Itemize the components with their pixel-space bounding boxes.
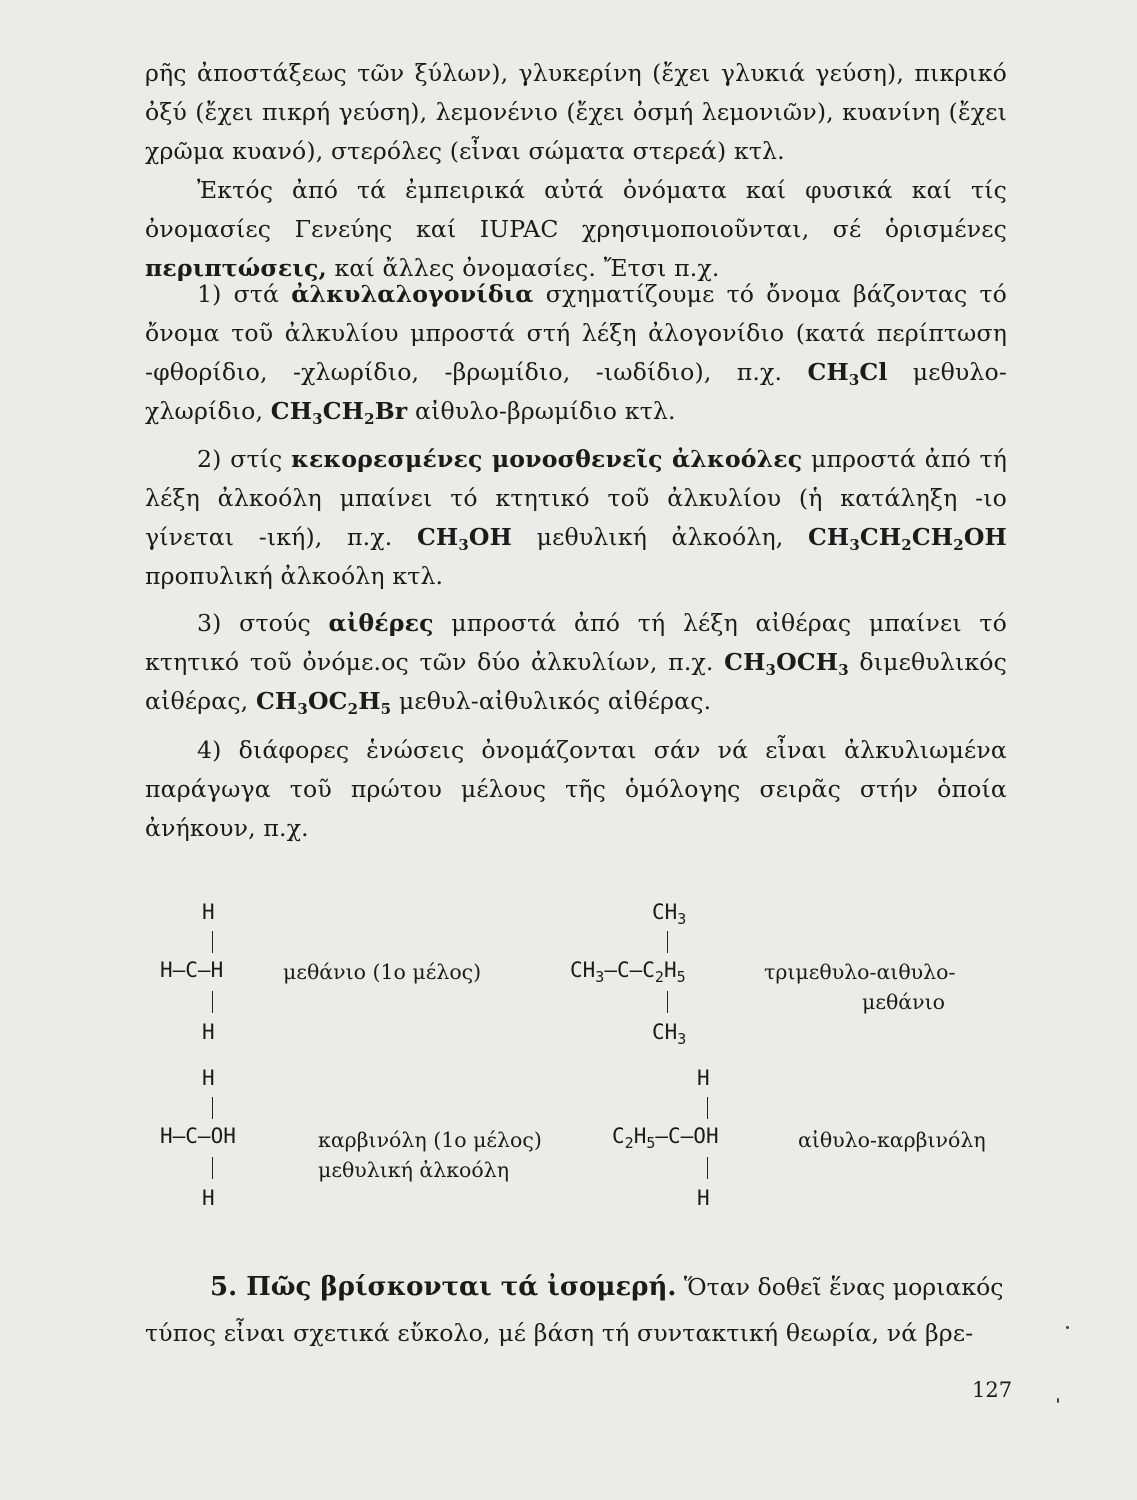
ethylcarbinol-caption: αἰθυλο-καρβινόλη bbox=[798, 1128, 986, 1152]
trimethyl-caption-2: μεθάνιο bbox=[862, 990, 945, 1014]
trimethyl-bond-top bbox=[667, 931, 668, 953]
p1-bold: περιπτώσεις, bbox=[145, 254, 327, 282]
p1-text-a: Ἐκτός ἀπό τά ἐμπειρικά αὐτά ὀνόματα καί φυσικά καί τίς ὀνομασίες Γενεύης καί IUPAC χρησιμοποιοῦνται, σέ ὁρισμένες bbox=[145, 176, 1007, 243]
formula-ch3ch2br: $CH_3CH_2Br$ bbox=[270, 397, 408, 428]
scan-speck bbox=[1057, 1398, 1059, 1403]
methane-bottom-h: H bbox=[202, 1020, 215, 1044]
section-heading bbox=[210, 1272, 1004, 1302]
carbinol-caption-1: καρβινόλη (1ο μέλος) bbox=[318, 1128, 542, 1152]
ethylcarbinol-row: $C_2H_5—C—OH$ bbox=[612, 1124, 719, 1152]
paragraph-continuation bbox=[145, 54, 1007, 171]
methane-row: H—C—H bbox=[160, 958, 224, 982]
carbinol-bond-bottom bbox=[212, 1157, 213, 1179]
p2-text-c: μεθυλο-χλωρίδιο, bbox=[145, 358, 1008, 425]
p1-text-b: καί ἄλλες ὀνομασίες. Ἔτσι π.χ. bbox=[326, 254, 720, 282]
p0-text: ρῆς ἀποστάξεως τῶν ξύλων), γλυκερίνη (ἔχει γλυκιά γεύση), πικρικό ὀξύ (ἔχει πικρή γεύση), λεμονένιο (ἔχει ὀσμή λεμονιῶν), κυανίνη (ἔχει χρῶμα κυανό), στερόλες (εἶναι σώματα στερεά) κτλ. bbox=[145, 59, 1007, 165]
formula-ch3cl: $CH_3Cl$ bbox=[807, 358, 888, 389]
ethylcarbinol-bottom-h: H bbox=[697, 1186, 710, 1210]
formula-propanol: $CH_3CH_2CH_2OH$ bbox=[807, 523, 1007, 554]
trimethyl-bond-bottom bbox=[667, 991, 668, 1013]
p3-text-d: προπυλική ἀλκοόλη κτλ. bbox=[145, 562, 444, 590]
p4-text-d: μεθυλ-αἰθυλικός αἰθέρας. bbox=[391, 687, 712, 715]
p2-text-a: 1) στά bbox=[197, 280, 292, 308]
trimethyl-top: $CH_3$ bbox=[652, 900, 687, 928]
paragraph-alkyl-halides bbox=[145, 275, 1007, 431]
carbinol-top-h: H bbox=[202, 1066, 215, 1090]
p4-text-b: μπροστά ἀπό τή λέξη αἰθέρας μπαίνει τό κτητικό τοῦ ὀνόμε.ος τῶν δύο ἀλκυλίων, π.χ. bbox=[145, 609, 1007, 676]
formula-ch3och3: $CH_3OCH_3$ bbox=[724, 648, 849, 679]
p3-text-a: 2) στίς bbox=[197, 445, 292, 473]
methane-top-h: H bbox=[202, 900, 215, 924]
p3-bold: κεκορεσμένες μονοσθενεῖς ἀλκοόλες bbox=[291, 445, 803, 473]
trimethyl-bottom: $CH_3$ bbox=[652, 1020, 687, 1048]
section-text bbox=[145, 1314, 1007, 1353]
paragraph-ethers bbox=[145, 604, 1007, 721]
ethylcarbinol-bond-top bbox=[707, 1097, 708, 1119]
carbinol-caption-2: μεθυλική ἀλκοόλη bbox=[318, 1158, 509, 1182]
p3-text-b: μπροστά ἀπό τή λέξη ἀλκοόλη μπαίνει τό κτητικό τοῦ ἀλκυλίου (ἡ κατάληξη -ιο γίνεται -ική), π.χ. bbox=[145, 445, 1007, 551]
ethylcarbinol-bond-bottom bbox=[707, 1157, 708, 1179]
carbinol-bond-top bbox=[212, 1097, 213, 1119]
paragraph-derivatives bbox=[145, 731, 1007, 848]
carbinol-bottom-h: H bbox=[202, 1186, 215, 1210]
p4-text-c: διμεθυλικός αἰθέρας, bbox=[145, 648, 1007, 715]
p4-text-a: 3) στούς bbox=[197, 609, 329, 637]
p2-text-b: σχηματίζουμε τό ὄνομα βάζοντας τό ὄνομα τοῦ ἀλκυλίου μπροστά στή λέξη ἀλογονίδιο (κατά περίπτωση -φθορίδιο, -χλωρίδιο, -βρωμίδιο, -ιωδίδιο), π.χ. bbox=[145, 280, 1007, 386]
p4-bold: αἰθέρες bbox=[328, 609, 434, 637]
carbinol-row: H—C—OH bbox=[160, 1124, 236, 1148]
trimethyl-caption-1: τριμεθυλο-αιθυλο- bbox=[764, 960, 956, 984]
trimethyl-row: $CH_3—C—C_2H_5$ bbox=[570, 958, 686, 986]
formula-ch3oh: $CH_3OH$ bbox=[416, 523, 513, 554]
formula-ch3oc2h5: $CH_3OC_2H_5$ bbox=[255, 687, 392, 718]
ethylcarbinol-top-h: H bbox=[697, 1066, 710, 1090]
methane-caption: μεθάνιο (1ο μέλος) bbox=[283, 960, 482, 984]
section-text-line-1: Ὅταν δοθεῖ ἕνας μοριακός bbox=[676, 1273, 1004, 1301]
p3-text-c: μεθυλική ἀλκοόλη, bbox=[512, 523, 808, 551]
p5-text: 4) διάφορες ἑνώσεις ὀνομάζονται σάν νά εἶναι ἀλκυλιωμένα παράγωγα τοῦ πρώτου μέλους τῆς ὁμόλογης σειρᾶς στήν ὁποία ἀνήκουν, π.χ. bbox=[145, 736, 1007, 842]
paragraph-alcohols bbox=[145, 440, 1007, 596]
methane-bond-bottom bbox=[212, 991, 213, 1013]
section-title: 5. Πῶς βρίσκονται τά ἰσομερή. bbox=[210, 1272, 677, 1302]
methane-bond-top bbox=[212, 931, 213, 953]
page-number: 127 bbox=[972, 1378, 1013, 1402]
p2-bold: ἀλκυλαλογονίδια bbox=[291, 280, 534, 308]
scan-speck bbox=[1066, 1326, 1069, 1329]
section-text-line-2: τύπος εἶναι σχετικά εὔκολο, μέ βάση τή συντακτική θεωρία, νά βρε- bbox=[145, 1319, 974, 1347]
paragraph-names-intro bbox=[145, 171, 1007, 288]
p2-text-d: αἰθυλο-βρωμίδιο κτλ. bbox=[407, 397, 676, 425]
